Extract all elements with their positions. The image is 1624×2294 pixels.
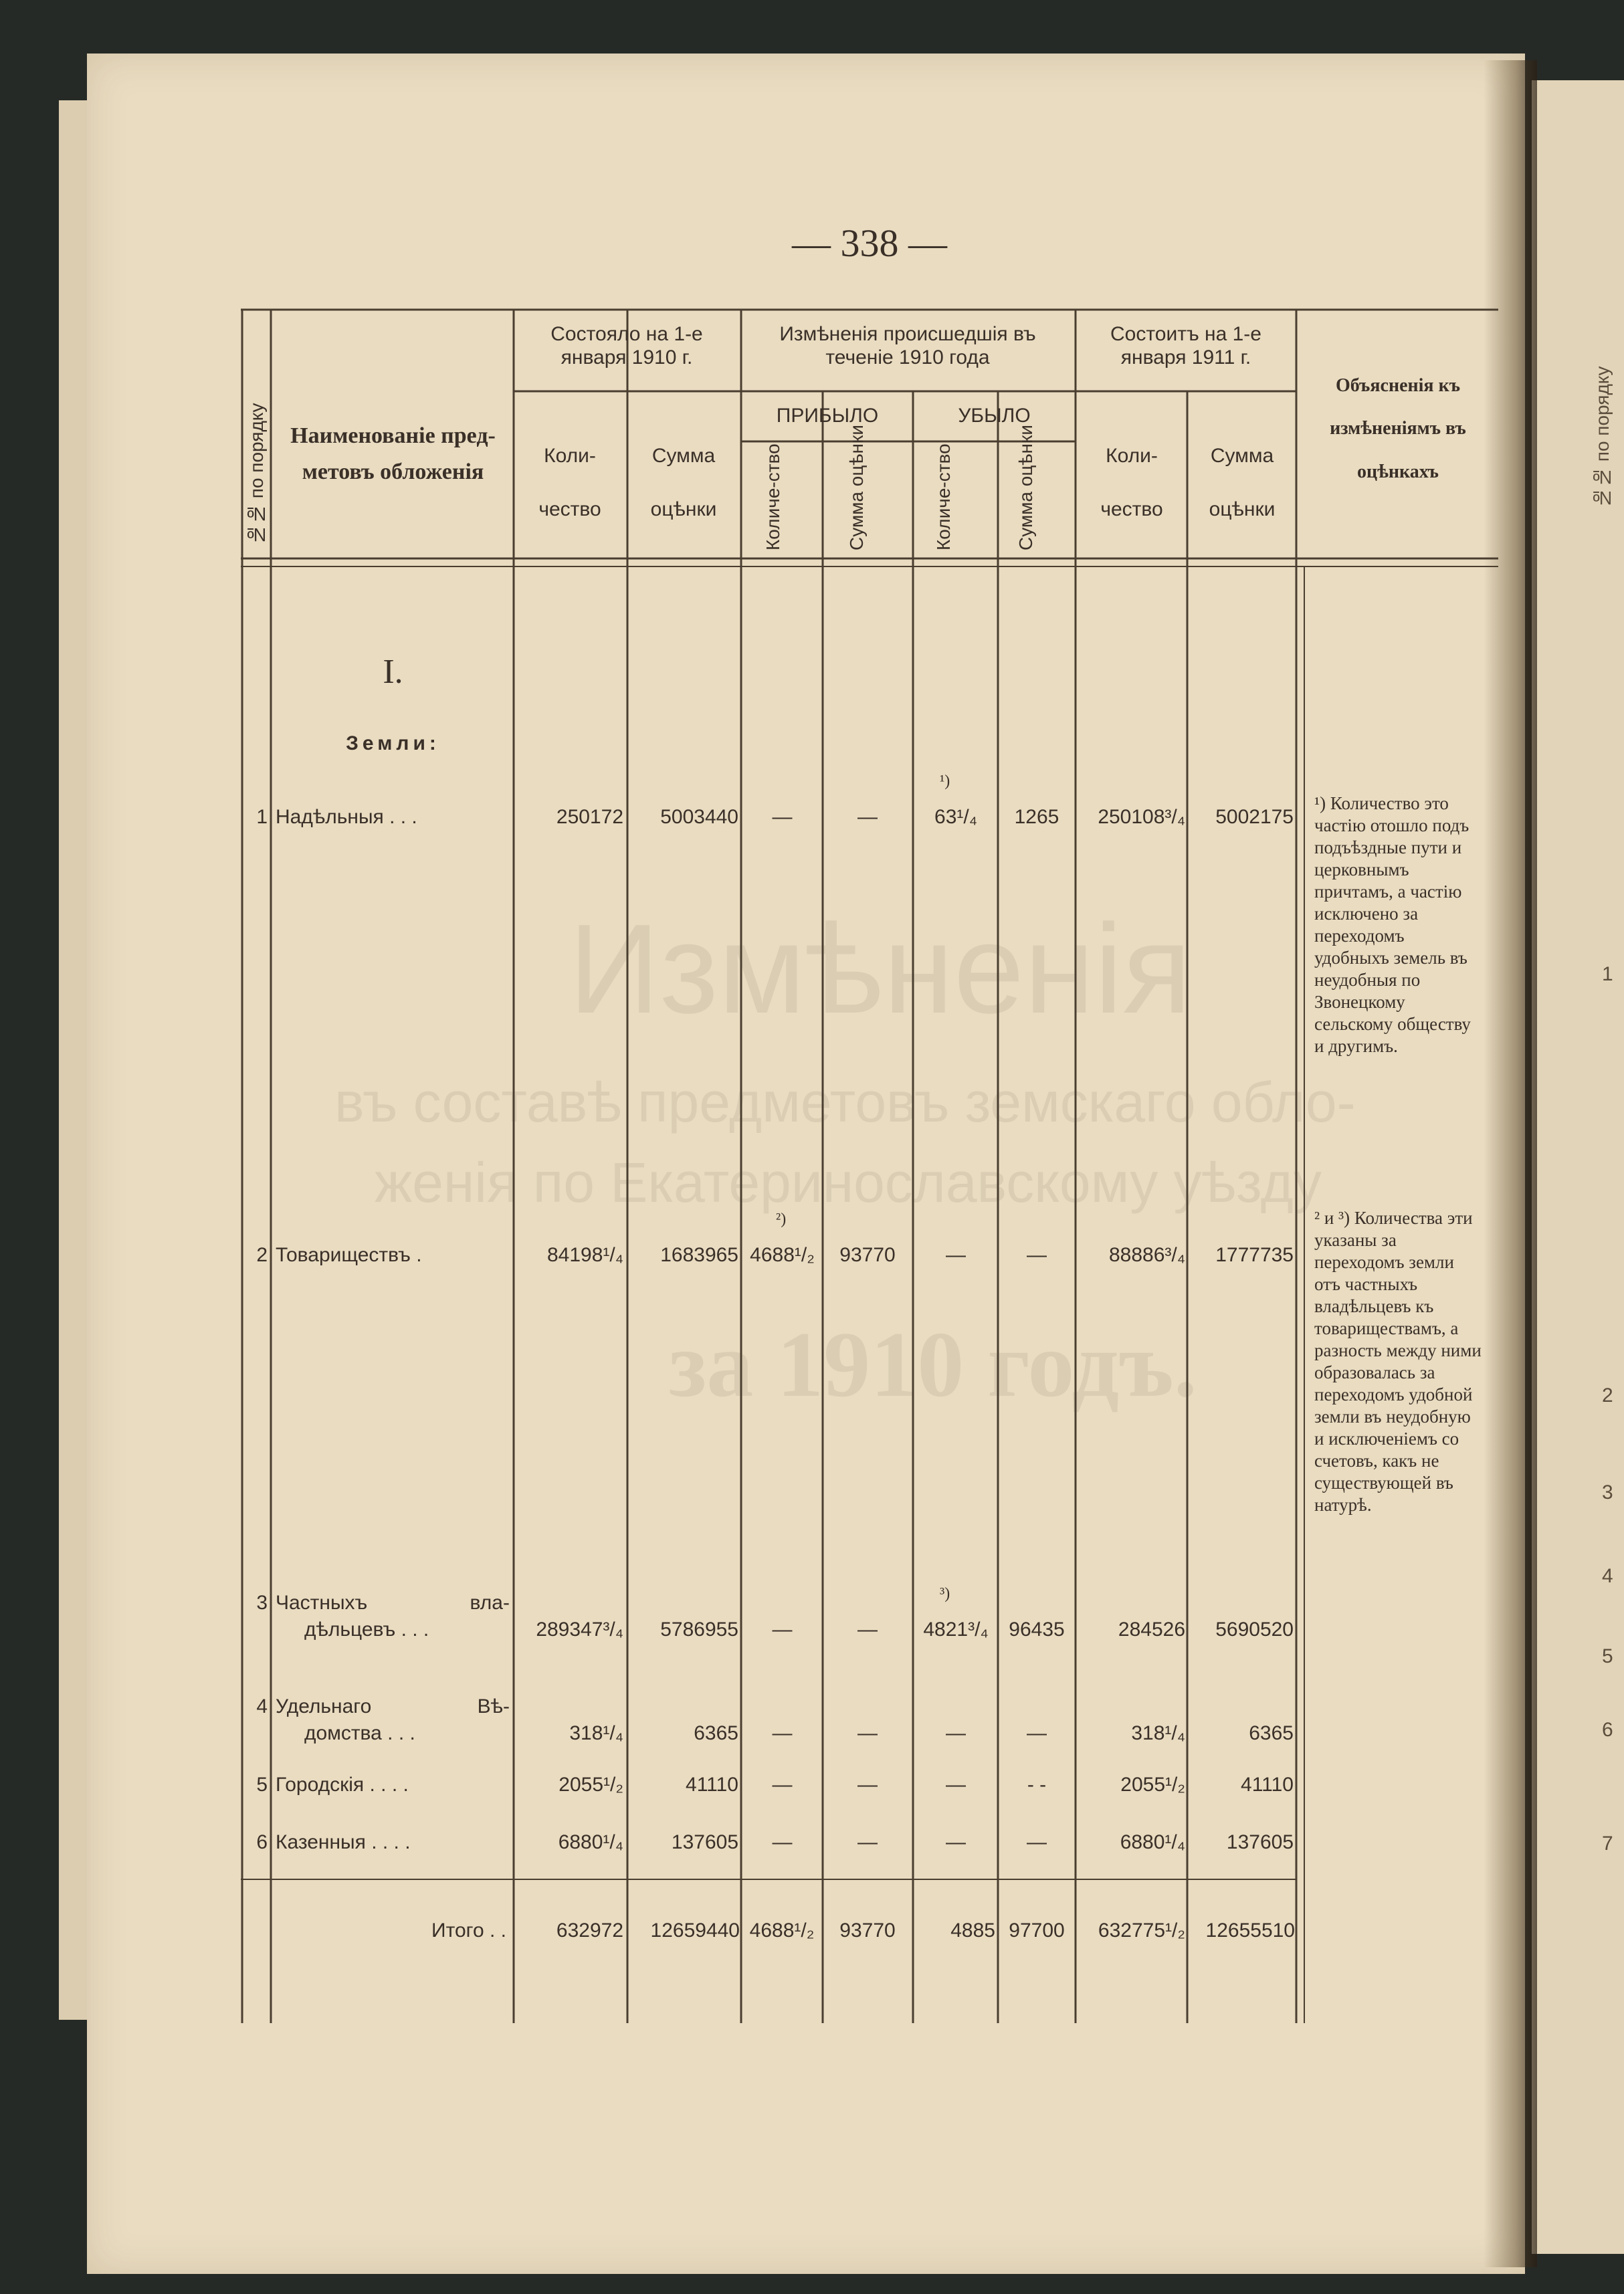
- facing-row-number: 3: [1602, 1481, 1613, 1503]
- plus-qty: 4688¹/₂: [750, 1244, 815, 1266]
- total-minus-sum: 97700: [1009, 1919, 1065, 1942]
- plus-sum: —: [857, 806, 878, 828]
- row-number: 3: [256, 1592, 268, 1614]
- header-before-sum-a: Сумма: [651, 445, 716, 467]
- table-grid: [241, 304, 1498, 2023]
- header-before-group: Состояло на 1-е января 1910 г.: [550, 323, 703, 369]
- facing-row-number: 5: [1602, 1645, 1613, 1667]
- footnote-mark-1: ¹): [940, 772, 950, 790]
- facing-row-number: 2: [1602, 1384, 1613, 1406]
- page-number: — 338 —: [792, 221, 947, 265]
- after-qty: 88886³/₄: [1109, 1244, 1185, 1266]
- before-qty: 250172: [556, 806, 623, 828]
- plus-sum: —: [857, 1774, 878, 1796]
- plus-sum: —: [857, 1619, 878, 1641]
- after-sum: 1777735: [1215, 1244, 1294, 1266]
- facing-row-number: 6: [1602, 1719, 1613, 1741]
- section-roman: I.: [383, 653, 403, 691]
- total-before-qty: 632972: [556, 1919, 623, 1942]
- minus-sum: —: [1027, 1244, 1047, 1266]
- row-number: 4: [256, 1695, 268, 1717]
- after-sum: 6365: [1249, 1722, 1294, 1744]
- minus-qty: 4821³/₄: [923, 1619, 989, 1641]
- before-sum: 5003440: [660, 806, 738, 828]
- after-sum: 137605: [1226, 1831, 1294, 1853]
- plus-qty: —: [772, 1774, 793, 1796]
- before-qty: 84198¹/₄: [547, 1244, 623, 1266]
- plus-qty: —: [772, 1619, 793, 1641]
- row-name: Надѣльныя . . .: [276, 806, 417, 828]
- minus-sum: 96435: [1009, 1619, 1065, 1641]
- minus-sum: 1265: [1014, 806, 1059, 828]
- total-plus-qty: 4688¹/₂: [749, 1919, 815, 1942]
- row-number: 6: [256, 1831, 268, 1853]
- before-sum: 41110: [686, 1774, 738, 1796]
- minus-qty: —: [946, 1244, 966, 1266]
- header-after-qty-a: Коли-: [1106, 445, 1158, 467]
- row-number: 1: [256, 806, 268, 828]
- watermark-year: за 1910 годъ.: [669, 1313, 1197, 1417]
- header-departed: УБЫЛО: [958, 405, 1031, 427]
- header-departed-qty: Количе-ство: [933, 443, 954, 550]
- before-qty: 289347³/₄: [536, 1619, 623, 1641]
- footnote-mark-2: ²): [776, 1211, 787, 1228]
- section-title: Земли:: [346, 732, 440, 754]
- header-departed-sum: Сумма оцѣнки: [1015, 425, 1036, 550]
- minus-qty: —: [946, 1774, 966, 1796]
- header-arrived-qty: Количе-ство: [763, 443, 783, 550]
- header-before-qty-b: чество: [538, 498, 601, 520]
- plus-sum: 93770: [839, 1244, 896, 1266]
- total-after-qty: 632775¹/₂: [1098, 1919, 1185, 1942]
- explanation-note-1: ¹) Количество это частію отошло подъ подъѣздные пути и церковнымъ причтамъ, а частію исключено за переходомъ удобныхъ земель въ неудобныя по Звонецкому сельскому обществу и другимъ.: [1314, 793, 1471, 1056]
- watermark-line-1: въ составѣ предметовъ земскаго обло-: [334, 1071, 1356, 1134]
- header-change-group: Измѣненія происшедшія въ теченіе 1910 года: [779, 323, 1036, 369]
- before-qty: 2055¹/₂: [559, 1774, 623, 1796]
- after-sum: 41110: [1241, 1774, 1294, 1796]
- total-before-sum: 12659440: [650, 1919, 740, 1942]
- before-qty: 318¹/₄: [569, 1722, 623, 1744]
- minus-qty: —: [946, 1722, 966, 1744]
- row-name-line-1: Частныхъ вла-: [276, 1592, 510, 1614]
- plus-qty: —: [772, 806, 793, 828]
- after-qty: 284526: [1118, 1619, 1185, 1641]
- row-name-line-2: дѣльцевъ . . .: [304, 1619, 429, 1641]
- plus-sum: —: [857, 1722, 878, 1744]
- footnote-mark-3: ³): [940, 1585, 950, 1602]
- header-before-sum-b: оцѣнки: [650, 498, 717, 520]
- row-name: Товариществъ .: [276, 1244, 422, 1266]
- minus-sum: —: [1027, 1722, 1047, 1744]
- watermark-line-2: женія по Екатеринославскому уѣзду: [375, 1151, 1322, 1214]
- minus-sum: - -: [1027, 1774, 1047, 1796]
- after-qty: 318¹/₄: [1131, 1722, 1185, 1744]
- assessment-table: [241, 304, 1498, 2023]
- after-sum: 5690520: [1215, 1619, 1294, 1641]
- total-minus-qty: 4885: [950, 1919, 995, 1942]
- header-after-sum-a: Сумма: [1210, 445, 1274, 467]
- header-explanations: Объясненія къ измѣненіямъ въ оцѣнкахъ: [1330, 375, 1466, 482]
- facing-row-number: 4: [1602, 1565, 1613, 1587]
- plus-qty: —: [772, 1722, 793, 1744]
- header-after-group: Состоитъ на 1-е января 1911 г.: [1110, 323, 1261, 369]
- facing-row-number: 1: [1602, 963, 1613, 985]
- header-arrived: ПРИБЫЛО: [776, 405, 879, 427]
- before-sum: 1683965: [660, 1244, 738, 1266]
- minus-qty: 63¹/₄: [934, 806, 977, 828]
- header-after-qty-b: чество: [1100, 498, 1163, 520]
- after-sum: 5002175: [1215, 806, 1294, 828]
- total-after-sum: 12655510: [1205, 1919, 1295, 1942]
- header-before-qty-a: Коли-: [544, 445, 596, 467]
- before-sum: 6365: [694, 1722, 738, 1744]
- total-label: Итого . .: [431, 1919, 506, 1942]
- after-qty: 250108³/₄: [1098, 806, 1185, 828]
- before-qty: 6880¹/₄: [558, 1831, 623, 1853]
- row-name: Казенныя . . . .: [276, 1831, 411, 1853]
- row-name-line-2: домства . . .: [304, 1722, 415, 1744]
- row-name-line-1: Удельнаго Вѣ-: [276, 1695, 510, 1717]
- header-arrived-sum: Сумма оцѣнки: [846, 425, 867, 550]
- header-after-sum-b: оцѣнки: [1209, 498, 1276, 520]
- header-item-name: Наименованіе пред-метовъ обложенія: [290, 423, 496, 485]
- after-qty: 6880¹/₄: [1120, 1831, 1185, 1853]
- after-qty: 2055¹/₂: [1120, 1774, 1185, 1796]
- minus-sum: —: [1027, 1831, 1047, 1853]
- before-sum: 137605: [671, 1831, 738, 1853]
- facing-page-header: №№ по порядку: [1592, 366, 1613, 508]
- row-number: 5: [256, 1774, 268, 1796]
- total-plus-sum: 93770: [839, 1919, 896, 1942]
- facing-row-number: 7: [1602, 1833, 1613, 1855]
- before-sum: 5786955: [660, 1619, 738, 1641]
- plus-qty: —: [772, 1831, 793, 1853]
- minus-qty: —: [946, 1831, 966, 1853]
- header-row-number: №№ по порядку: [246, 403, 267, 545]
- plus-sum: —: [857, 1831, 878, 1853]
- explanation-note-2-3: ² и ³) Количества эти указаны за переходомъ земли отъ частныхъ владѣльцевъ къ товариществамъ, а разность между ними образовалась за переходомъ удобной земли въ неудобную и исключеніемъ со счетовъ, какъ не существующей въ натурѣ.: [1314, 1208, 1482, 1515]
- row-name: Городскія . . . .: [276, 1774, 409, 1796]
- watermark-title: Измѣненія: [569, 898, 1192, 1040]
- row-number: 2: [256, 1244, 268, 1266]
